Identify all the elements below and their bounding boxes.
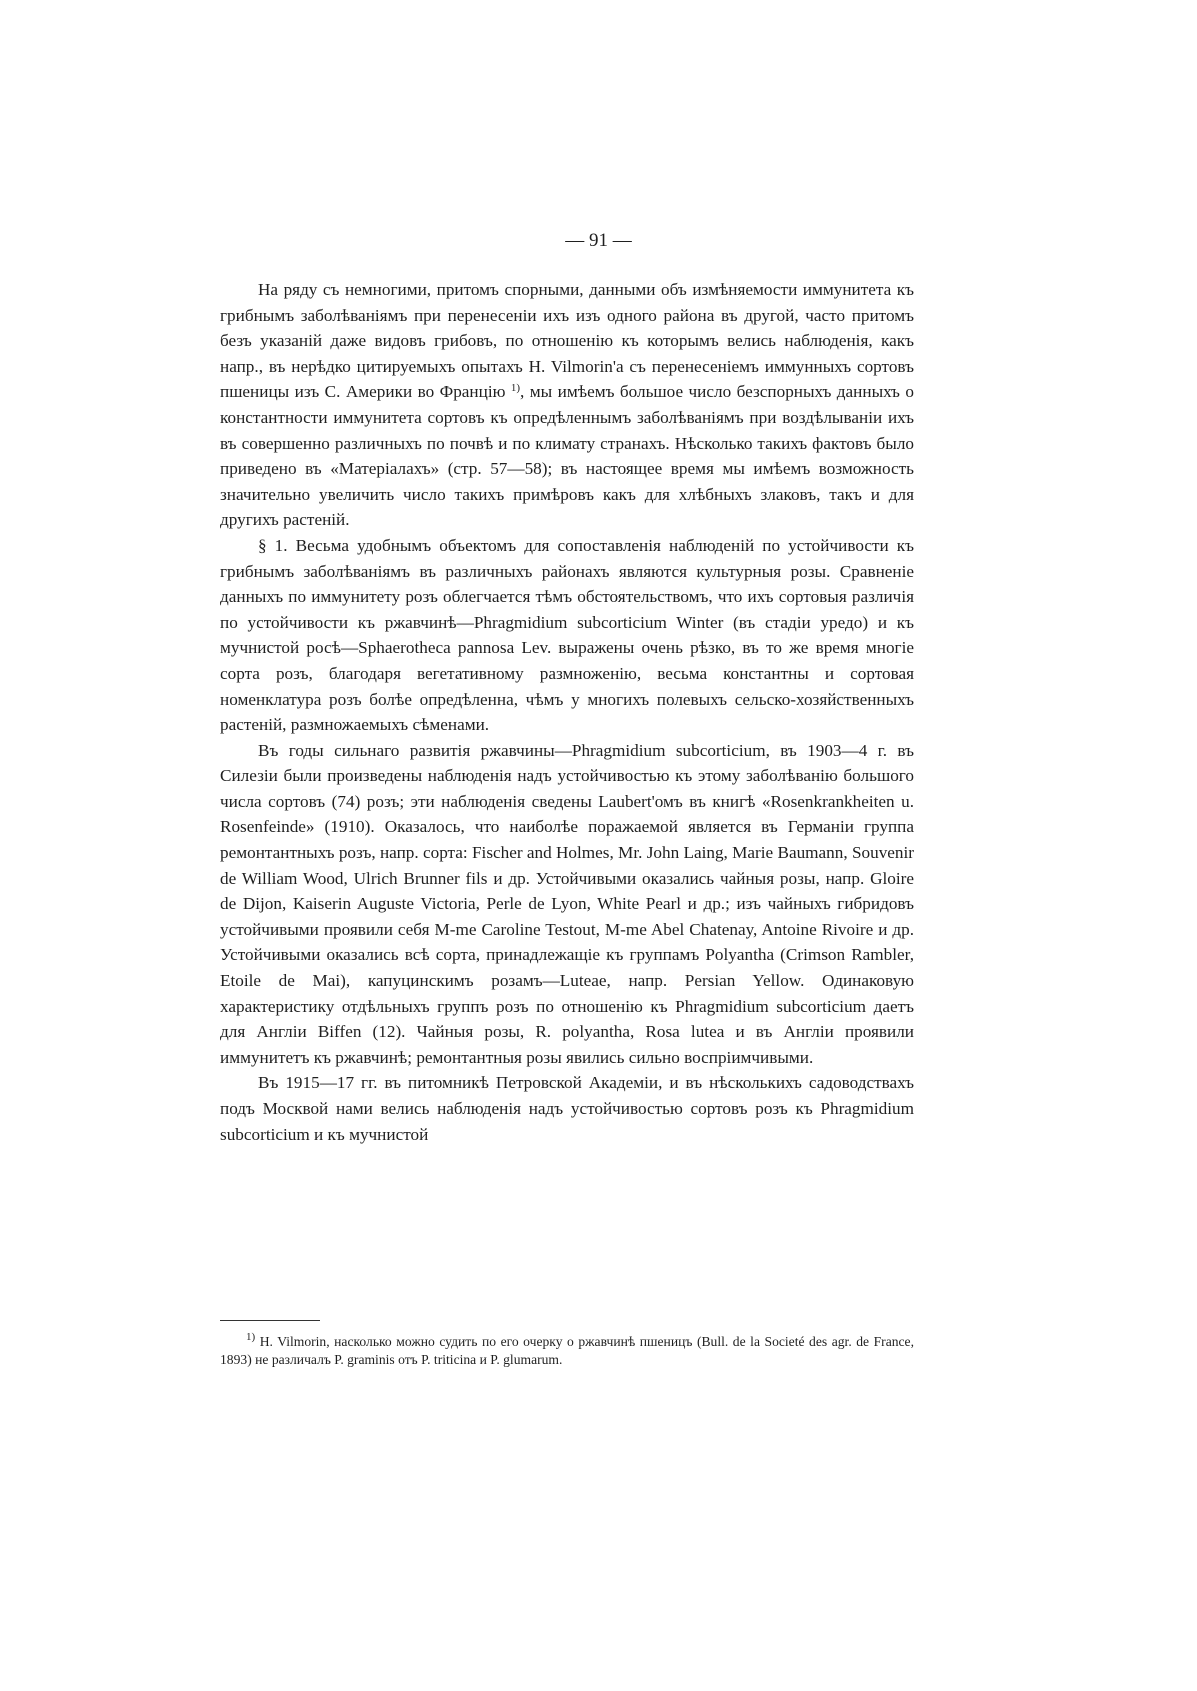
- paragraph-3: Въ годы сильнаго развитія ржавчины—Phragmidium subcorticium, въ 1903—4 г. въ Силезіи были произведены наблюденія надъ устойчивостью къ этому заболѣванію большого числа сортовъ (74) розъ; эти наблюденія сведены Laubert'омъ въ книгѣ «Rosenkrankheiten u. Rosenfeinde» (1910). Оказалось, что наиболѣе поражаемой является въ Германіи группа ремонтантныхъ розъ, напр. сорта: Fischer and Holmes, Mr. John Laing, Marie Baumann, Souvenir de William Wood, Ulrich Brunner fils и др. Устойчивыми оказались чайныя розы, напр. Gloire de Dijon, Kaiserin Auguste Victoria, Perle de Lyon, White Pearl и др.; изъ чайныхъ гибридовъ устойчивыми проявили себя M-me Caroline Testout, M-me Abel Chatenay, Antoine Rivoire и др. Устойчивыми оказались всѣ сорта, принадлежащіе къ группамъ Polyantha (Crimson Rambler, Etoile de Mai), капуцинскимъ розамъ—Luteae, напр. Persian Yellow. Одинаковую характеристику отдѣльныхъ группъ розъ по отношенію къ Phragmidium subcorticium даетъ для Англіи Biffen (12). Чайныя розы, R. polyantha, Rosa lutea и въ Англіи проявили иммунитетъ къ ржавчинѣ; ремонтантныя розы явились сильно воспріимчивыми.: [220, 740, 915, 1067]
- paragraph-1-text-before: На ряду съ немногими, притомъ спорными, данными объ измѣняемости иммунитета къ грибнымъ заболѣваніямъ при перенесеніи ихъ изъ одного района въ другой, часто притомъ безъ указаній даже видовъ грибовъ, по отношенію къ которымъ велись наблюденія, какъ напр., въ нерѣдко цитируемыхъ опытахъ H. Vilmorin'а съ перенесеніемъ иммунныхъ сортовъ пшеницы изъ С. Америки во Францію: [220, 280, 914, 402]
- footnote: [220, 1333, 914, 1369]
- body-text: [220, 277, 914, 1147]
- paragraph-1: [220, 277, 914, 533]
- footnote-text: [220, 1333, 914, 1369]
- paragraph-1-text-after: , мы имѣемъ большое число безспорныхъ данныхъ о константности иммунитета сортовъ къ опредѣленнымъ заболѣваніямъ при воздѣлываніи ихъ въ совершенно различныхъ по почвѣ и по климату странахъ. Нѣсколько такихъ фактовъ было приведено въ «Матеріалахъ» (стр. 57—58); въ настоящее время мы имѣемъ возможность значительно увеличить число такихъ примѣровъ какъ для хлѣбныхъ злаковъ, такъ и для другихъ растеній.: [220, 382, 914, 530]
- footnote-marker: 1): [246, 1331, 256, 1343]
- paragraph-2: § 1. Весьма удобнымъ объектомъ для сопоставленія наблюденій по устойчивости къ грибнымъ заболѣваніямъ въ различныхъ районахъ являются культурныя розы. Сравненіе данныхъ по иммунитету розъ облегчается тѣмъ обстоятельствомъ, что ихъ сортовыя различія по устойчивости къ ржавчинѣ—Phragmidium subcorticium Winter (въ стадіи уредо) и къ мучнистой росѣ—Sphaerotheca pannosa Lev. выражены очень рѣзко, въ то же время многіе сорта розъ, благодаря вегетативному размноженію, весьма константны и сортовая номенклатура розъ болѣе опредѣленна, чѣмъ у многихъ полевыхъ сельско-хозяйственныхъ растеній, размножаемыхъ сѣменами.: [220, 535, 914, 735]
- paragraph-4: Въ 1915—17 гг. въ питомникѣ Петровской Академіи, и въ нѣсколькихъ садоводствахъ подъ Москвой нами велись наблюденія надъ устойчивостью сортовъ розъ къ Phragmidium subcorticium и къ мучнистой: [220, 1073, 914, 1144]
- footnote-divider: [220, 1320, 320, 1321]
- page-number: — 91 —: [565, 230, 632, 251]
- footnote-reference[interactable]: 1): [510, 382, 521, 395]
- footnote-body: H. Vilmorin, насколько можно судить по его очерку о ржавчинѣ пшеницъ (Bull. de la Societé des agr. de France, 1893) не различалъ P. graminis отъ P. triticina и P. glumarum.: [220, 1334, 914, 1367]
